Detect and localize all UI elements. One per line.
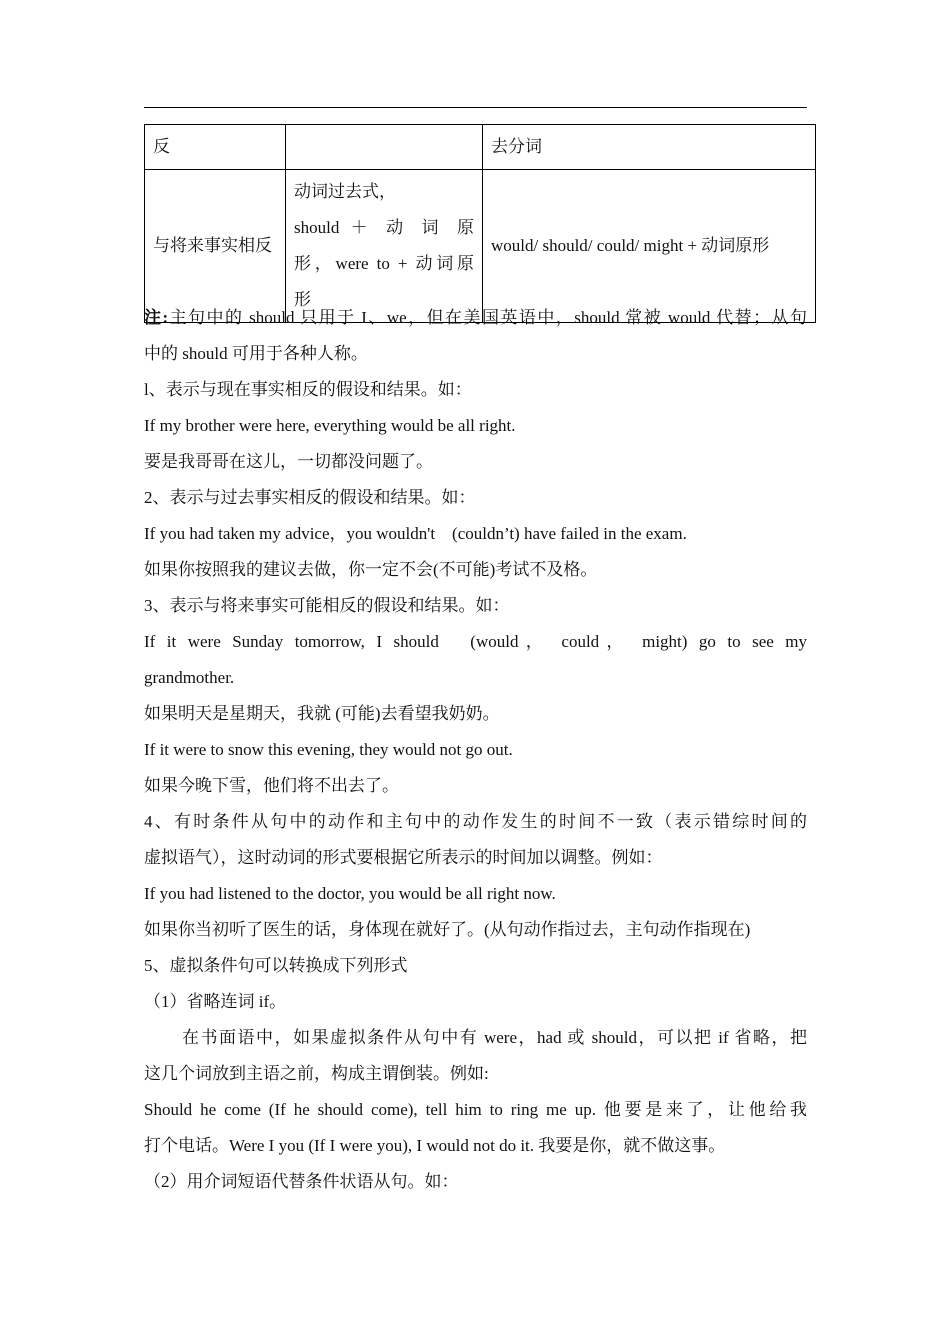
text-line: 如果你按照我的建议去做，你一定不会(不可能)考试不及格。 — [144, 560, 598, 579]
cell-line: should ＋ 动 词 原 — [294, 218, 474, 237]
note-text: 主句中的 should 只用于 I、we，但在美国英语中，should 常被 would 代替；从句 — [168, 308, 807, 327]
text-line: If my brother were here, everything would be all right. — [144, 416, 516, 435]
text-line: If it were to snow this evening, they would not go out. — [144, 740, 513, 759]
text-line: grandmother. — [144, 668, 235, 687]
note-label: 注: — [144, 308, 169, 327]
table-cell: 与将来事实相反 — [145, 170, 286, 323]
text-line: 5、虚拟条件句可以转换成下列形式 — [144, 956, 408, 975]
text-line: If it were Sunday tomorrow, I should (would， could， might) go to see my — [144, 632, 807, 651]
header-rule — [144, 107, 807, 108]
text-line: 4、有时条件从句中的动作和主句中的动作发生的时间不一致（表示错综时间的 — [144, 812, 807, 831]
table-cell: 反 — [145, 125, 286, 170]
text-line: If you had taken my advice，you wouldn't (couldn’t) have failed in the exam. — [144, 524, 687, 543]
text-line: 3、表示与将来事实可能相反的假设和结果。如： — [144, 596, 510, 615]
table-cell: would/ should/ could/ might + 动词原形 — [483, 170, 816, 323]
text-line: （1）省略连词 if。 — [144, 992, 287, 1011]
body-text — [144, 300, 807, 1200]
text-line: 这几个词放到主语之前，构成主谓倒装。例如: — [144, 1064, 489, 1083]
text-line: 虚拟语气），这时动词的形式要根据它所表示的时间加以调整。例如： — [144, 848, 663, 867]
text-line: 如果明天是星期天，我就 (可能)去看望我奶奶。 — [144, 704, 500, 723]
text-line: If you had listened to the doctor, you would be all right now. — [144, 884, 556, 903]
cell-line: 动词过去式， — [294, 182, 396, 201]
grammar-table — [144, 124, 816, 323]
text-line: 如果今晚下雪，他们将不出去了。 — [144, 776, 399, 795]
text-line: 2、表示与过去事实相反的假设和结果。如： — [144, 488, 476, 507]
note-line-2: 中的 should 可用于各种人称。 — [144, 344, 368, 363]
text-line: 打个电话。Were I you (If I were you), I would not do it. 我要是你，就不做这事。 — [144, 1136, 726, 1155]
table-cell — [286, 125, 483, 170]
table-row — [145, 125, 816, 170]
cell-line: 形 — [294, 290, 311, 309]
text-line: （2）用介词短语代替条件状语从句。如： — [144, 1172, 459, 1191]
text-line: 在书面语中，如果虚拟条件从句中有 were，had 或 should，可以把 if 省略，把 — [182, 1028, 807, 1047]
cell-line: 形，were to + 动词原 — [294, 254, 474, 273]
text-line: 要是我哥哥在这儿，一切都没问题了。 — [144, 452, 433, 471]
text-line: 如果你当初听了医生的话，身体现在就好了。(从句动作指过去，主句动作指现在) — [144, 920, 751, 939]
text-line: l、表示与现在事实相反的假设和结果。如： — [144, 380, 472, 399]
text-line: Should he come (If he should come), tell him to ring me up. 他要是来了，让他给我 — [144, 1100, 807, 1119]
table-cell: 去分词 — [483, 125, 816, 170]
note-line — [144, 300, 807, 336]
